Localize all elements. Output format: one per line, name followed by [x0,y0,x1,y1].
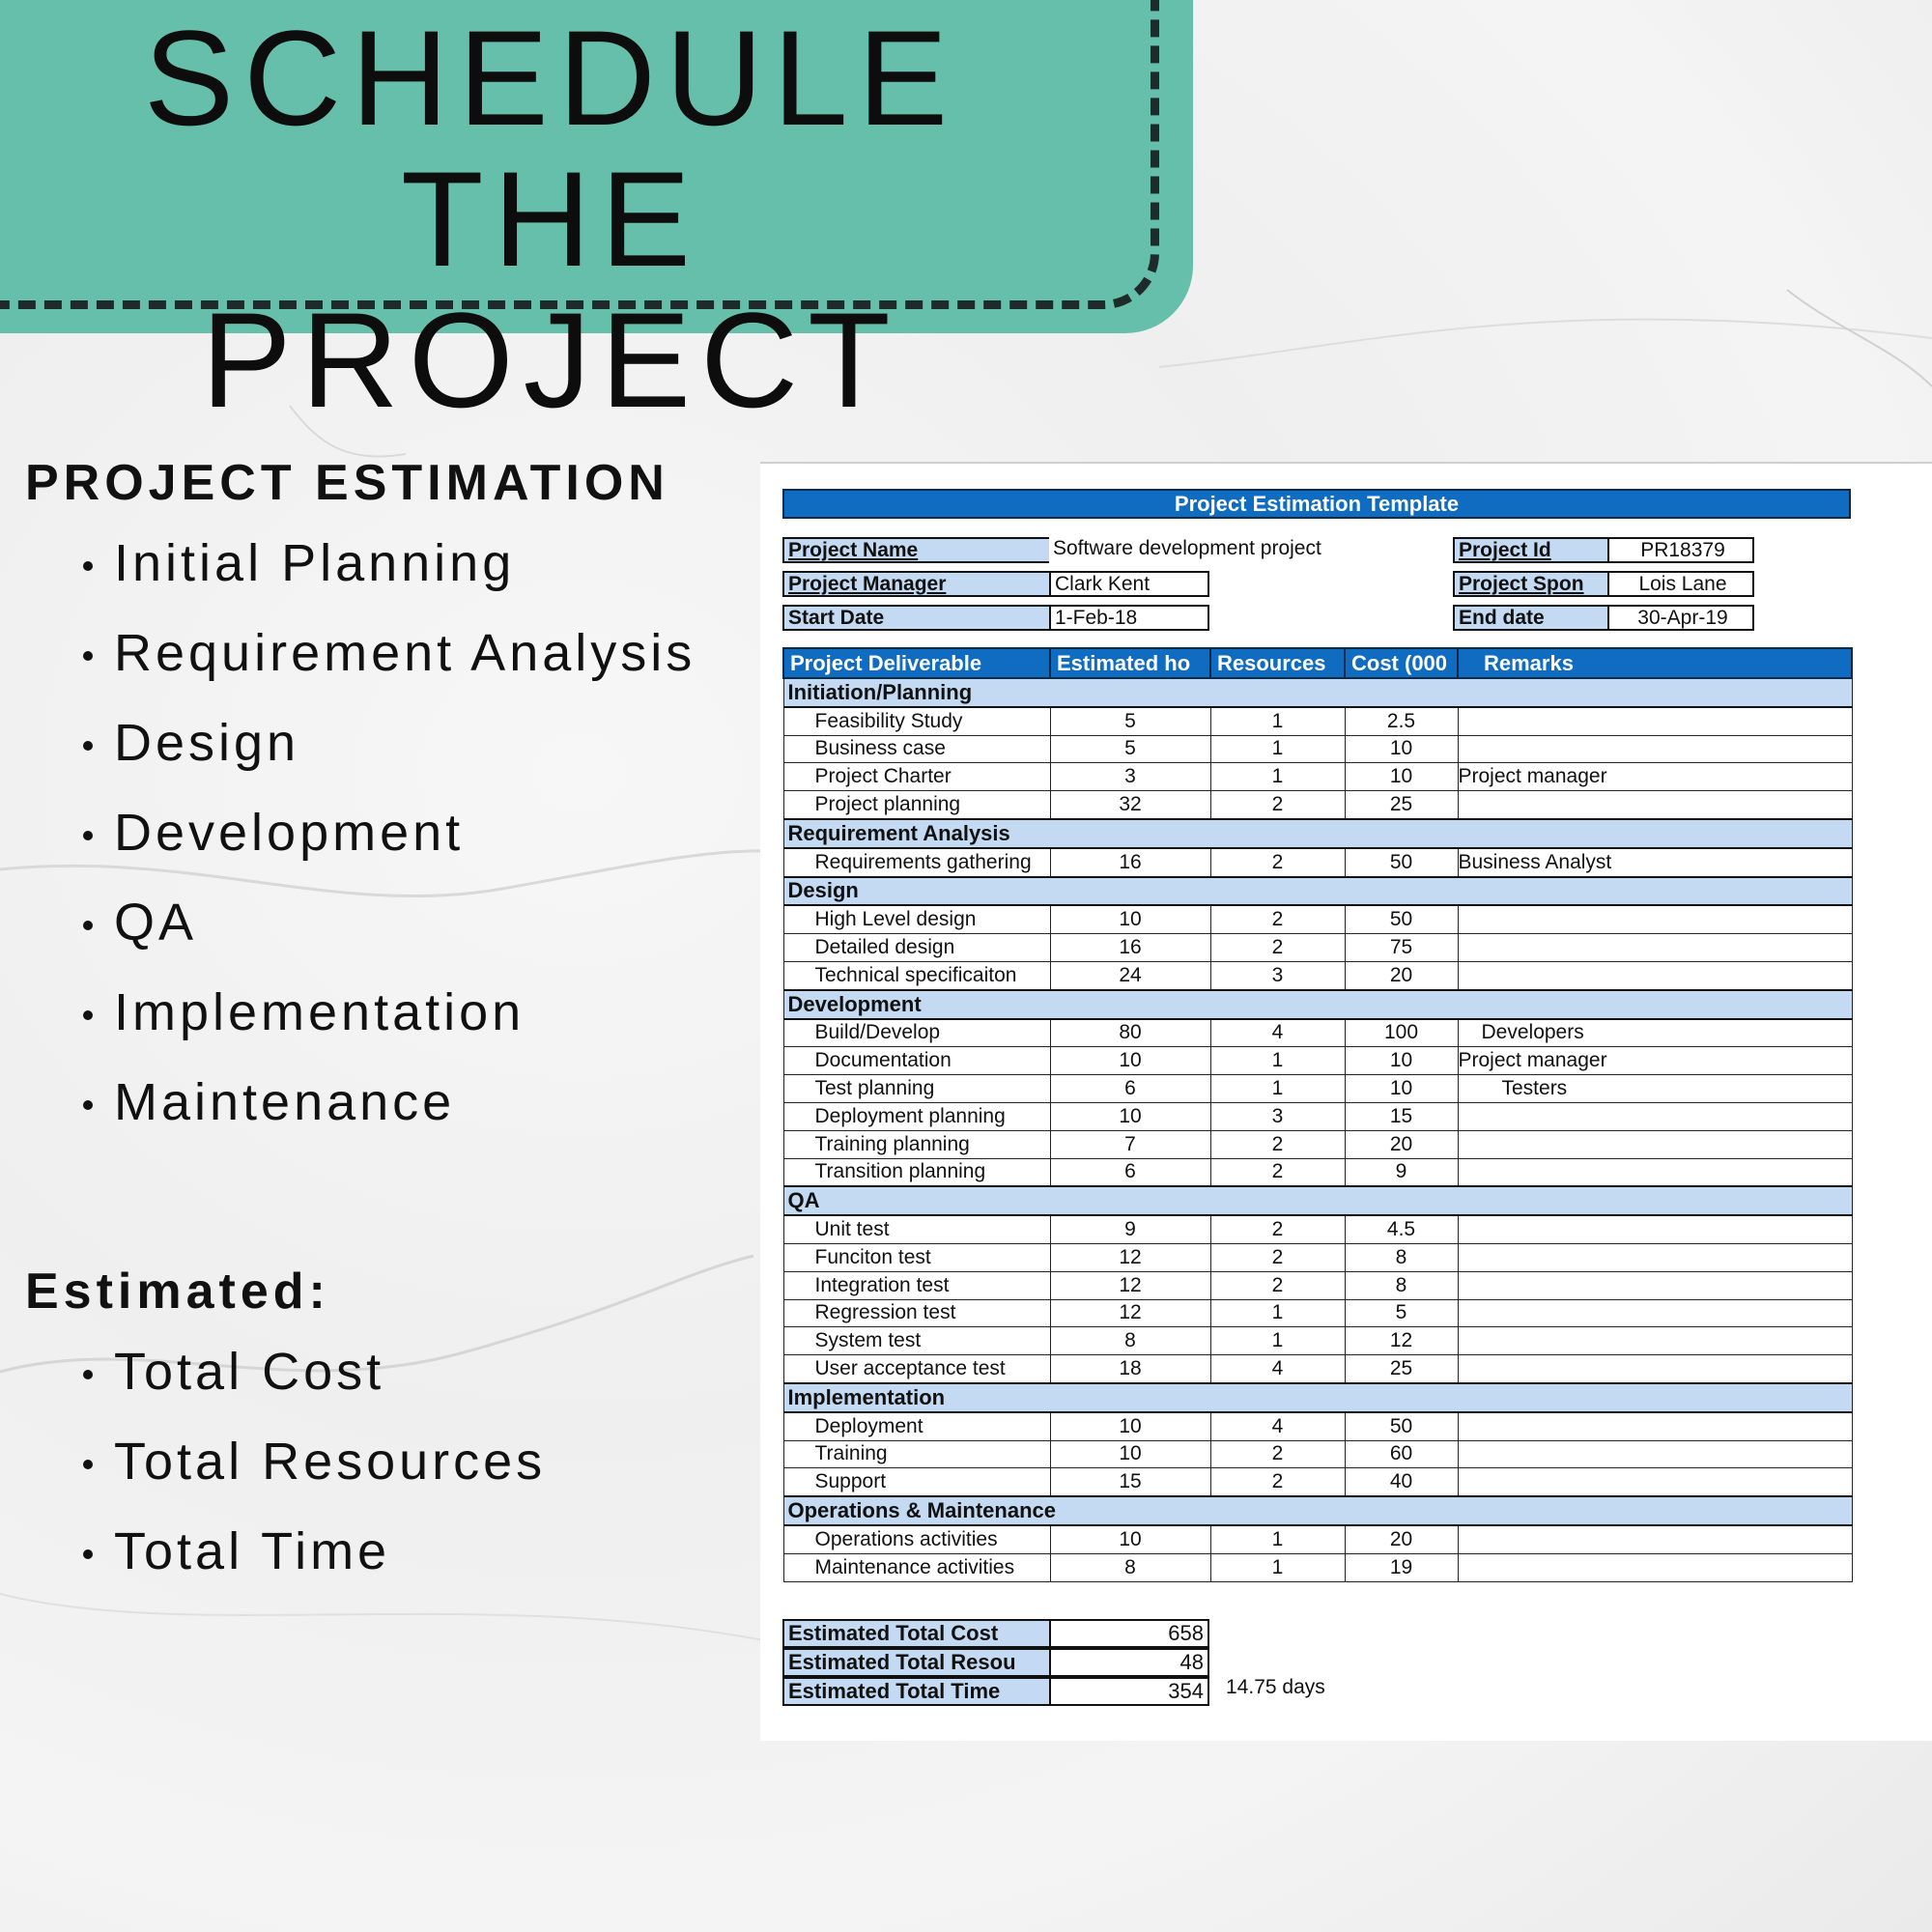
resources-cell: 2 [1210,1271,1345,1299]
table-row [783,1525,1852,1553]
remarks-cell [1458,961,1852,989]
project-manager-value: Clark Kent [1049,571,1209,597]
hours-cell: 12 [1050,1243,1210,1271]
end-date-value: 30-Apr-19 [1607,605,1754,631]
project-estimation-heading: PROJECT ESTIMATION [25,455,669,511]
hours-cell: 10 [1050,1102,1210,1130]
table-row [783,1412,1852,1440]
resources-cell: 2 [1210,1440,1345,1468]
hours-cell: 80 [1050,1019,1210,1047]
title-line-2: THE PROJECT [201,143,900,436]
project-sponsor-label: Project Spon [1453,571,1609,597]
table-row [783,1130,1852,1158]
table-row [783,735,1852,763]
list-item: Design [83,709,759,799]
deliverable-cell: Detailed design [783,934,1050,962]
hours-cell: 5 [1050,735,1210,763]
table-row [783,1243,1852,1271]
remarks-cell [1458,1468,1852,1496]
deliverable-cell: Project planning [783,791,1050,819]
section-title: Requirement Analysis [783,819,1852,848]
remarks-cell [1458,1327,1852,1355]
list-item: Requirement Analysis [83,619,759,709]
total-resources-value: 48 [1049,1648,1209,1677]
remarks-cell [1458,1299,1852,1327]
end-date-label: End date [1453,605,1609,631]
section-title: Operations & Maintenance [783,1496,1852,1525]
deliverables-table [782,647,1853,1582]
hours-cell: 12 [1050,1271,1210,1299]
deliverable-cell: Training [783,1440,1050,1468]
deliverable-cell: Funciton test [783,1243,1050,1271]
cost-cell: 75 [1345,934,1458,962]
remarks-cell [1458,1355,1852,1383]
remarks-cell [1458,791,1852,819]
deliverable-cell: User acceptance test [783,1355,1050,1383]
estimated-heading: Estimated: [25,1264,330,1320]
resources-cell: 2 [1210,1468,1345,1496]
deliverable-cell: Unit test [783,1215,1050,1243]
hours-cell: 8 [1050,1327,1210,1355]
remarks-text: Project manager [1458,765,1607,788]
total-cost-label: Estimated Total Cost [782,1619,1051,1648]
cost-cell: 50 [1345,905,1458,933]
col-header-remarks: Remarks [1458,648,1852,678]
start-date-label: Start Date [782,605,1051,631]
hours-cell: 5 [1050,707,1210,735]
section-row [783,1383,1852,1412]
total-time-label: Estimated Total Time [782,1677,1051,1706]
remarks-cell [1458,905,1852,933]
list-item: Development [83,799,759,889]
cost-cell: 60 [1345,1440,1458,1468]
col-header-deliverable: Project Deliverable [783,648,1050,678]
remarks-cell [1458,707,1852,735]
cost-cell: 50 [1345,1412,1458,1440]
cost-cell: 10 [1345,735,1458,763]
remarks-cell [1458,1158,1852,1186]
cost-cell: 5 [1345,1299,1458,1327]
remarks-text: Testers [1501,1077,1568,1100]
table-row [783,1299,1852,1327]
cost-cell: 19 [1345,1553,1458,1581]
cost-cell: 25 [1345,791,1458,819]
hours-cell: 32 [1050,791,1210,819]
deliverable-cell: Test planning [783,1075,1050,1103]
hours-cell: 6 [1050,1158,1210,1186]
deliverable-cell: Feasibility Study [783,707,1050,735]
remarks-text: Business Analyst [1458,850,1612,873]
resources-cell: 4 [1210,1412,1345,1440]
start-date-value: 1-Feb-18 [1049,605,1209,631]
resources-cell: 2 [1210,905,1345,933]
estimated-list [25,1338,759,1607]
cost-cell: 100 [1345,1019,1458,1047]
deliverable-cell: Requirements gathering [783,848,1050,877]
resources-cell: 2 [1210,1243,1345,1271]
remarks-cell [1458,934,1852,962]
left-panel [25,454,759,1607]
deliverable-cell: Training planning [783,1130,1050,1158]
deliverable-cell: Support [783,1468,1050,1496]
hours-cell: 16 [1050,848,1210,877]
deliverable-cell: Regression test [783,1299,1050,1327]
list-item: Implementation [83,979,759,1068]
cost-cell: 2.5 [1345,707,1458,735]
title-line-1: SCHEDULE [143,2,958,154]
list-item: QA [83,889,759,979]
section-row [783,819,1852,848]
resources-cell: 1 [1210,707,1345,735]
section-title: Initiation/Planning [783,678,1852,707]
table-row [783,1553,1852,1581]
resources-cell: 1 [1210,735,1345,763]
cost-cell: 8 [1345,1243,1458,1271]
cost-cell: 9 [1345,1158,1458,1186]
hours-cell: 10 [1050,1412,1210,1440]
hours-cell: 10 [1050,1047,1210,1075]
table-row [783,707,1852,735]
deliverable-cell: Transition planning [783,1158,1050,1186]
remarks-cell [1458,763,1852,791]
deliverable-cell: High Level design [783,905,1050,933]
resources-cell: 1 [1210,1327,1345,1355]
remarks-cell [1458,1440,1852,1468]
section-row [783,1496,1852,1525]
resources-cell: 1 [1210,1553,1345,1581]
hours-cell: 6 [1050,1075,1210,1103]
table-row [783,1355,1852,1383]
hours-cell: 10 [1050,1440,1210,1468]
project-name-value: Software development project [1049,537,1350,563]
remarks-cell [1458,1215,1852,1243]
hours-cell: 24 [1050,961,1210,989]
total-cost-value: 658 [1049,1619,1209,1648]
page-title [39,2,1063,436]
remarks-cell [1458,1553,1852,1581]
project-id-value: PR18379 [1607,537,1754,563]
table-row [783,1158,1852,1186]
list-item: Maintenance [83,1068,759,1158]
cost-cell: 15 [1345,1102,1458,1130]
resources-cell: 2 [1210,934,1345,962]
resources-cell: 3 [1210,961,1345,989]
remarks-cell [1458,1075,1852,1103]
cost-cell: 50 [1345,848,1458,877]
resources-cell: 1 [1210,1299,1345,1327]
cost-cell: 8 [1345,1271,1458,1299]
remarks-cell [1458,1525,1852,1553]
list-item: Total Time [83,1518,759,1607]
remarks-cell [1458,735,1852,763]
remarks-cell [1458,1271,1852,1299]
table-header-row [783,648,1852,678]
table-row [783,1468,1852,1496]
list-item: Total Cost [83,1338,759,1428]
table-row [783,791,1852,819]
resources-cell: 4 [1210,1019,1345,1047]
table-row [783,1102,1852,1130]
hours-cell: 8 [1050,1553,1210,1581]
resources-cell: 2 [1210,1158,1345,1186]
remarks-text: Project manager [1458,1049,1607,1072]
section-row [783,1186,1852,1215]
project-name-label: Project Name [782,537,1051,563]
cost-cell: 25 [1345,1355,1458,1383]
section-title: Design [783,877,1852,906]
table-row [783,1019,1852,1047]
resources-cell: 2 [1210,791,1345,819]
resources-cell: 2 [1210,848,1345,877]
hours-cell: 7 [1050,1130,1210,1158]
table-row [783,961,1852,989]
cost-cell: 20 [1345,1130,1458,1158]
deliverable-cell: Project Charter [783,763,1050,791]
resources-cell: 2 [1210,1215,1345,1243]
remarks-cell [1458,1243,1852,1271]
project-manager-label: Project Manager [782,571,1051,597]
table-row [783,1440,1852,1468]
cost-cell: 40 [1345,1468,1458,1496]
resources-cell: 1 [1210,1047,1345,1075]
resources-cell: 4 [1210,1355,1345,1383]
col-header-resources: Resources [1210,648,1345,678]
estimation-spreadsheet [760,462,1932,1741]
hours-cell: 16 [1050,934,1210,962]
total-resources-label: Estimated Total Resou [782,1648,1051,1677]
remarks-cell [1458,1047,1852,1075]
list-item: Total Resources [83,1428,759,1518]
table-row [783,1215,1852,1243]
table-row [783,1327,1852,1355]
table-row [783,1271,1852,1299]
cost-cell: 10 [1345,763,1458,791]
table-row [783,848,1852,877]
deliverable-cell: System test [783,1327,1050,1355]
resources-cell: 1 [1210,1525,1345,1553]
remarks-cell [1458,1412,1852,1440]
table-row [783,763,1852,791]
sheet-title: Project Estimation Template [782,489,1851,519]
cost-cell: 20 [1345,1525,1458,1553]
project-sponsor-value: Lois Lane [1607,571,1754,597]
section-row [783,678,1852,707]
resources-cell: 1 [1210,1075,1345,1103]
deliverable-cell: Operations activities [783,1525,1050,1553]
deliverable-cell: Maintenance activities [783,1553,1050,1581]
section-title: Implementation [783,1383,1852,1412]
remarks-cell [1458,848,1852,877]
cost-cell: 10 [1345,1047,1458,1075]
resources-cell: 2 [1210,1130,1345,1158]
hours-cell: 15 [1050,1468,1210,1496]
deliverable-cell: Build/Develop [783,1019,1050,1047]
cost-cell: 20 [1345,961,1458,989]
total-time-days: 14.75 days [1226,1676,1325,1698]
col-header-cost: Cost (000 [1345,648,1458,678]
section-title: QA [783,1186,1852,1215]
section-row [783,877,1852,906]
deliverable-cell: Deployment [783,1412,1050,1440]
resources-cell: 1 [1210,763,1345,791]
remarks-cell [1458,1102,1852,1130]
cost-cell: 12 [1345,1327,1458,1355]
col-header-hours: Estimated ho [1050,648,1210,678]
deliverable-cell: Deployment planning [783,1102,1050,1130]
hours-cell: 10 [1050,905,1210,933]
deliverable-cell: Integration test [783,1271,1050,1299]
cost-cell: 10 [1345,1075,1458,1103]
project-id-label: Project Id [1453,537,1609,563]
remarks-text: Developers [1481,1021,1584,1044]
total-time-value: 354 [1049,1677,1209,1706]
hours-cell: 9 [1050,1215,1210,1243]
hours-cell: 18 [1050,1355,1210,1383]
phase-list [25,529,759,1158]
deliverable-cell: Business case [783,735,1050,763]
section-title: Development [783,990,1852,1019]
table-row [783,1047,1852,1075]
section-row [783,990,1852,1019]
cost-cell: 4.5 [1345,1215,1458,1243]
resources-cell: 3 [1210,1102,1345,1130]
table-row [783,934,1852,962]
remarks-cell [1458,1130,1852,1158]
table-body [783,678,1852,1581]
deliverable-cell: Technical specificaiton [783,961,1050,989]
remarks-cell [1458,1019,1852,1047]
table-row [783,1075,1852,1103]
hours-cell: 12 [1050,1299,1210,1327]
table-row [783,905,1852,933]
deliverable-cell: Documentation [783,1047,1050,1075]
list-item: Initial Planning [83,529,759,619]
hours-cell: 10 [1050,1525,1210,1553]
hours-cell: 3 [1050,763,1210,791]
